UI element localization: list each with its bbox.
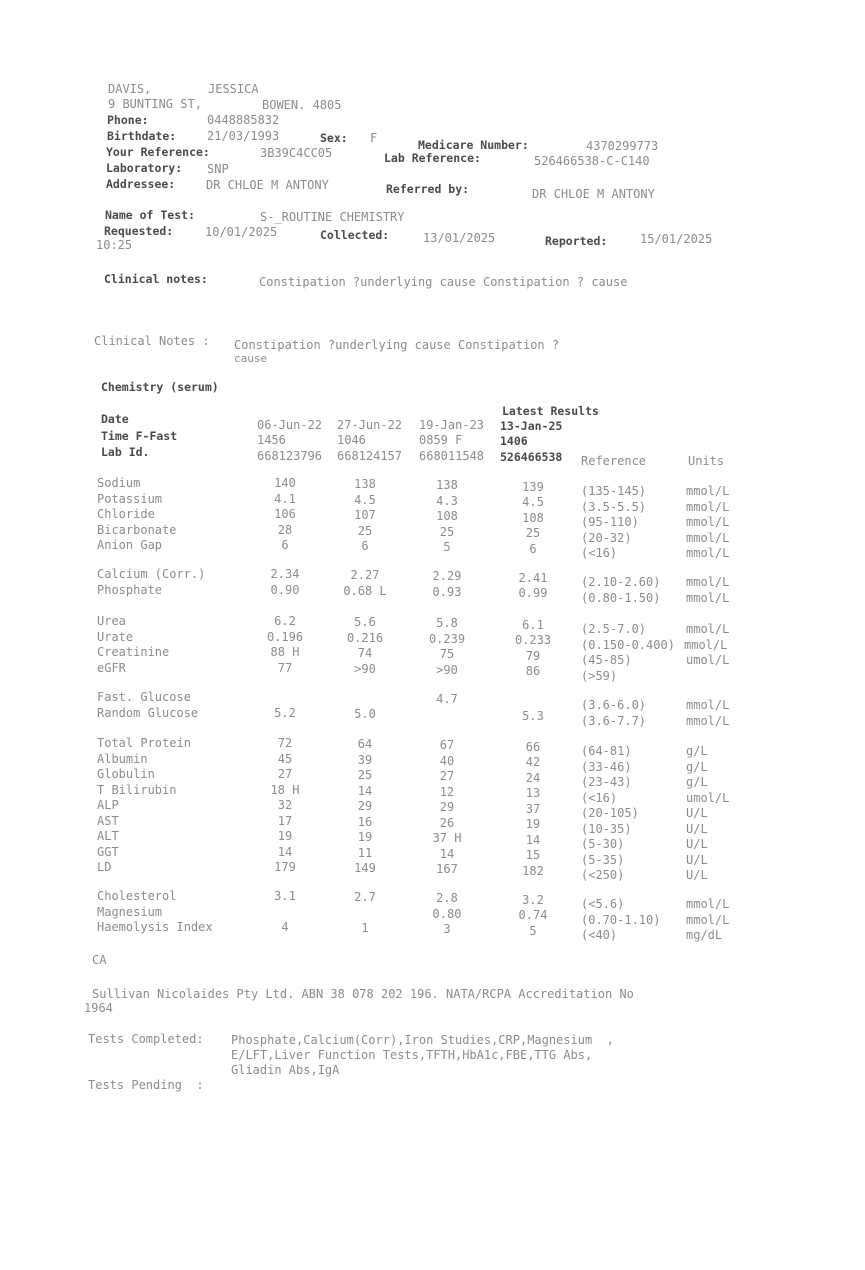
unit: mmol/L bbox=[686, 484, 730, 498]
result-value: 11 bbox=[357, 845, 373, 860]
unit: mmol/L bbox=[684, 637, 728, 652]
phone-value: 0448885832 bbox=[207, 113, 280, 127]
result-value: 179 bbox=[274, 860, 296, 874]
result-value: 140 bbox=[274, 476, 296, 490]
analyte-name: eGFR bbox=[97, 660, 126, 675]
unit: g/L bbox=[686, 759, 708, 774]
analyte-name: Total Protein bbox=[97, 736, 191, 750]
result-value: 26 bbox=[439, 815, 455, 830]
analyte-name: Anion Gap bbox=[97, 538, 163, 552]
unit: mmol/L bbox=[686, 912, 730, 927]
medicare-value: 4370299773 bbox=[586, 139, 659, 153]
tests-completed-line-2: E/LFT,Liver Function Tests,TFTH,HbA1c,FBE,TTG Abs, bbox=[231, 1048, 593, 1062]
reference-range: (64-81) bbox=[581, 744, 632, 758]
result-value: 139 bbox=[522, 479, 544, 494]
reference-range: (95-110) bbox=[581, 515, 639, 529]
referred-by-label: Referred by: bbox=[386, 182, 470, 196]
collected-label: Collected: bbox=[320, 228, 390, 242]
result-value: 14 bbox=[357, 783, 373, 798]
column-3-labid: 668011548 bbox=[419, 449, 485, 463]
analyte-name: Albumin bbox=[97, 751, 148, 766]
sex-label: Sex: bbox=[320, 131, 348, 145]
analyte-name: ALT bbox=[97, 829, 119, 843]
result-value: 0.216 bbox=[346, 630, 384, 645]
result-value: 37 H bbox=[432, 831, 462, 846]
unit: U/L bbox=[686, 821, 708, 836]
result-value: 15 bbox=[525, 848, 541, 863]
birthdate-value: 21/03/1993 bbox=[207, 129, 280, 143]
reported-date: 15/01/2025 bbox=[640, 232, 713, 246]
unit: g/L bbox=[686, 744, 708, 758]
latest-results-label: Latest Results bbox=[502, 404, 599, 418]
result-value: 4.5 bbox=[354, 492, 376, 507]
labid-row-label: Lab Id. bbox=[101, 445, 150, 459]
clinical-notes-text: Constipation ?underlying cause Constipation ? cause bbox=[259, 275, 628, 289]
unit: U/L bbox=[686, 806, 708, 820]
result-value: 108 bbox=[436, 509, 458, 524]
reference-range: (2.5-7.0) bbox=[581, 622, 647, 636]
result-value: 17 bbox=[277, 813, 293, 828]
result-value: 25 bbox=[357, 523, 373, 538]
result-value: 19 bbox=[277, 829, 293, 843]
reference-range: (0.80-1.50) bbox=[581, 590, 661, 605]
result-value: 66 bbox=[525, 739, 541, 754]
addressee-value: DR CHLOE M ANTONY bbox=[206, 178, 329, 192]
result-value: 86 bbox=[525, 664, 541, 679]
unit: U/L bbox=[686, 852, 708, 867]
unit: U/L bbox=[686, 837, 708, 851]
column-4-date: 13-Jan-25 bbox=[500, 419, 563, 433]
reference-range: (33-46) bbox=[581, 759, 632, 774]
patient-surname: DAVIS, bbox=[108, 82, 152, 96]
reference-range: (23-43) bbox=[581, 775, 632, 789]
result-value: 42 bbox=[525, 755, 541, 770]
result-value: 3 bbox=[443, 922, 451, 937]
result-value: 16 bbox=[357, 814, 373, 829]
patient-given-name: JESSICA bbox=[208, 82, 259, 96]
requested-label: Requested: bbox=[104, 224, 174, 238]
result-value: 4 bbox=[281, 920, 289, 934]
reference-range: (10-35) bbox=[581, 821, 632, 836]
result-value: 4.1 bbox=[274, 491, 296, 506]
result-value: 0.80 bbox=[432, 906, 462, 921]
result-value: 5.3 bbox=[522, 709, 544, 724]
referred-by-value: DR CHLOE M ANTONY bbox=[532, 187, 655, 201]
tests-pending-label: Tests Pending : bbox=[88, 1078, 204, 1092]
reference-range: (5-35) bbox=[581, 852, 625, 867]
analyte-name: LD bbox=[97, 860, 112, 874]
result-value: 138 bbox=[436, 478, 458, 493]
time-row-label: Time F-Fast bbox=[101, 429, 178, 443]
unit: mmol/L bbox=[686, 698, 730, 712]
result-value: 5.8 bbox=[436, 616, 458, 631]
analyte-name: Cholesterol bbox=[97, 889, 177, 903]
result-value: 77 bbox=[277, 660, 293, 675]
column-4-time: 1406 bbox=[500, 434, 528, 448]
result-value: 6 bbox=[529, 541, 537, 556]
unit: mg/dL bbox=[686, 928, 723, 942]
laboratory-value: SNP bbox=[207, 162, 229, 176]
reference-range: (<16) bbox=[581, 790, 618, 805]
tests-completed-label: Tests Completed: bbox=[88, 1032, 204, 1046]
analyte-name: Calcium (Corr.) bbox=[97, 567, 206, 581]
unit: mmol/L bbox=[686, 499, 730, 514]
collected-date: 13/01/2025 bbox=[423, 231, 496, 245]
analyte-name: Creatinine bbox=[97, 645, 170, 659]
result-value: 40 bbox=[439, 753, 455, 768]
result-value: 25 bbox=[525, 526, 541, 541]
column-2-date: 27-Jun-22 bbox=[337, 418, 403, 432]
clinical-notes-line-1: Constipation ?underlying cause Constipation ? bbox=[234, 338, 560, 352]
result-value: 72 bbox=[277, 736, 293, 750]
result-value: 45 bbox=[277, 751, 293, 766]
result-value: 32 bbox=[277, 798, 293, 812]
reference-range: (3.6-7.7) bbox=[581, 713, 647, 728]
tests-completed-line-1: Phosphate,Calcium(Corr),Iron Studies,CRP,Magnesium , bbox=[231, 1033, 614, 1047]
tests-completed-line-3: Gliadin Abs,IgA bbox=[231, 1063, 340, 1077]
result-value: 2.7 bbox=[354, 890, 376, 905]
unit: U/L bbox=[686, 868, 708, 882]
result-value: 39 bbox=[357, 752, 373, 767]
result-value: 29 bbox=[357, 799, 373, 814]
analyte-name: Fast. Glucose bbox=[97, 690, 191, 704]
result-value: 182 bbox=[522, 863, 544, 878]
unit: mmol/L bbox=[686, 530, 730, 545]
addressee-label: Addressee: bbox=[106, 177, 176, 191]
result-value: 18 H bbox=[270, 782, 300, 797]
result-value: 64 bbox=[357, 737, 373, 752]
unit: umol/L bbox=[686, 790, 730, 805]
unit: mmol/L bbox=[686, 575, 730, 589]
analyte-name: Phosphate bbox=[97, 582, 163, 597]
laboratory-label: Laboratory: bbox=[106, 161, 183, 175]
result-value: 4.3 bbox=[436, 493, 458, 508]
column-2-time: 1046 bbox=[337, 433, 366, 447]
reference-range: (135-145) bbox=[581, 484, 647, 498]
analyte-name: Sodium bbox=[97, 476, 141, 490]
result-value: 167 bbox=[436, 862, 458, 877]
result-value: 106 bbox=[274, 507, 296, 521]
result-value: 1 bbox=[361, 921, 369, 936]
unit: mmol/L bbox=[686, 622, 730, 636]
result-value: 0.90 bbox=[270, 582, 300, 597]
test-name-label: Name of Test: bbox=[105, 208, 196, 222]
result-value: 14 bbox=[525, 832, 541, 847]
result-value: 3.1 bbox=[274, 889, 296, 903]
unit: mmol/L bbox=[686, 515, 730, 529]
result-value: 74 bbox=[357, 646, 373, 661]
result-value: 0.68 L bbox=[343, 583, 387, 598]
column-3-time: 0859 F bbox=[419, 433, 463, 447]
reference-range: (20-105) bbox=[581, 806, 639, 820]
result-value: 88 H bbox=[270, 645, 300, 659]
reference-range: (5-30) bbox=[581, 837, 625, 851]
reference-range: (<16) bbox=[581, 546, 618, 560]
unit: mmol/L bbox=[686, 713, 730, 728]
result-value: 6 bbox=[361, 539, 369, 554]
clinical-notes-label-2: Clinical Notes : bbox=[94, 334, 210, 348]
result-value: 0.74 bbox=[518, 908, 548, 923]
result-value: 107 bbox=[354, 508, 376, 523]
result-value: 6.2 bbox=[274, 614, 296, 628]
result-value: 0.196 bbox=[266, 629, 304, 644]
result-value: 5.2 bbox=[274, 705, 296, 720]
unit: g/L bbox=[686, 775, 708, 789]
result-value: 4.7 bbox=[436, 692, 458, 707]
analyte-name: T Bilirubin bbox=[97, 782, 177, 797]
result-value: 2.29 bbox=[432, 569, 462, 584]
unit: mmol/L bbox=[686, 546, 730, 560]
date-row-label: Date bbox=[101, 412, 129, 426]
analyte-name: Chloride bbox=[97, 507, 155, 521]
result-value: 6 bbox=[281, 538, 289, 552]
result-value: 0.99 bbox=[518, 586, 548, 601]
your-reference-value: 3B39C4CC05 bbox=[260, 146, 333, 160]
result-value: 5.6 bbox=[354, 615, 376, 630]
reference-range: (45-85) bbox=[581, 653, 632, 667]
your-reference-label: Your Reference: bbox=[106, 145, 210, 159]
chemistry-section-title: Chemistry (serum) bbox=[101, 380, 219, 394]
lab-reference-label: Lab Reference: bbox=[384, 151, 481, 165]
test-name-value: S-_ROUTINE CHEMISTRY bbox=[260, 210, 405, 224]
column-2-labid: 668124157 bbox=[337, 449, 403, 463]
result-value: 138 bbox=[354, 477, 376, 492]
result-value: >90 bbox=[354, 661, 376, 676]
analyte-name: Random Glucose bbox=[97, 705, 199, 720]
result-value: 28 bbox=[277, 522, 293, 537]
column-1-labid: 668123796 bbox=[257, 449, 323, 463]
clinical-notes-label: Clinical notes: bbox=[104, 272, 208, 286]
result-value: 27 bbox=[277, 767, 293, 781]
result-value: 108 bbox=[522, 510, 544, 525]
sex-value: F bbox=[370, 131, 378, 145]
result-value: 6.1 bbox=[522, 617, 544, 632]
reference-range: (20-32) bbox=[581, 530, 632, 545]
lab-reference-value: 526466538-C-C140 bbox=[534, 154, 650, 168]
units-header: Units bbox=[688, 454, 725, 468]
unit: umol/L bbox=[686, 653, 730, 667]
analyte-name: Haemolysis Index bbox=[97, 920, 213, 934]
result-value: 14 bbox=[439, 846, 455, 861]
result-value: 25 bbox=[439, 524, 455, 539]
result-value: 75 bbox=[439, 647, 455, 662]
requested-time: 10:25 bbox=[96, 238, 133, 252]
result-value: 5 bbox=[529, 923, 537, 938]
result-value: 4.5 bbox=[522, 495, 544, 510]
result-value: 19 bbox=[525, 817, 541, 832]
reference-range: (<40) bbox=[581, 928, 618, 942]
analyte-name: Globulin bbox=[97, 767, 155, 781]
unit: mmol/L bbox=[686, 897, 730, 911]
analyte-name: Urea bbox=[97, 614, 126, 628]
column-4-labid: 526466538 bbox=[500, 450, 563, 464]
result-value: 149 bbox=[354, 861, 376, 876]
reference-range: (3.6-6.0) bbox=[581, 698, 647, 712]
result-value: 0.93 bbox=[432, 584, 462, 599]
reference-range: (>59) bbox=[581, 668, 618, 683]
analyte-name: Potassium bbox=[97, 491, 163, 506]
column-3-date: 19-Jan-23 bbox=[419, 418, 485, 432]
reported-label: Reported: bbox=[545, 234, 608, 248]
reference-range: (0.150-0.400) bbox=[581, 637, 675, 652]
analyte-name: AST bbox=[97, 813, 119, 828]
result-value: 5 bbox=[443, 540, 451, 555]
company-line-1: Sullivan Nicolaides Pty Ltd. ABN 38 078 202 196. NATA/RCPA Accreditation No bbox=[92, 987, 634, 1001]
analyte-name: GGT bbox=[97, 844, 119, 859]
reference-header: Reference bbox=[581, 454, 647, 468]
result-value: 13 bbox=[525, 786, 541, 801]
result-value: 2.34 bbox=[270, 567, 300, 581]
column-1-date: 06-Jun-22 bbox=[257, 418, 323, 432]
phone-label: Phone: bbox=[107, 113, 149, 127]
result-value: 19 bbox=[357, 830, 373, 845]
result-value: 29 bbox=[439, 800, 455, 815]
result-value: 2.41 bbox=[518, 570, 548, 585]
result-value: 12 bbox=[439, 784, 455, 799]
result-value: 0.233 bbox=[514, 633, 552, 648]
patient-suburb: BOWEN. 4805 bbox=[262, 98, 342, 112]
analyte-name: ALP bbox=[97, 798, 119, 812]
medicare-label: Medicare Number: bbox=[418, 138, 529, 152]
result-value: 37 bbox=[525, 801, 541, 816]
reference-range: (0.70-1.10) bbox=[581, 912, 661, 927]
column-1-time: 1456 bbox=[257, 433, 286, 447]
clinical-notes-line-2: cause bbox=[234, 352, 268, 365]
reference-range: (<5.6) bbox=[581, 897, 625, 911]
patient-street: 9 BUNTING ST, bbox=[108, 97, 202, 111]
result-value: 24 bbox=[525, 770, 541, 785]
result-value: >90 bbox=[436, 662, 458, 677]
requested-date: 10/01/2025 bbox=[205, 225, 278, 239]
initials: CA bbox=[92, 953, 107, 967]
analyte-name: Magnesium bbox=[97, 904, 163, 919]
result-value: 27 bbox=[439, 769, 455, 784]
result-value: 0.239 bbox=[428, 631, 466, 646]
result-value: 14 bbox=[277, 844, 293, 859]
result-value: 5.0 bbox=[354, 706, 376, 721]
result-value: 3.2 bbox=[522, 892, 544, 907]
result-value: 25 bbox=[357, 768, 373, 783]
analyte-name: Urate bbox=[97, 629, 134, 644]
reference-range: (3.5-5.5) bbox=[581, 499, 647, 514]
result-value: 2.27 bbox=[350, 568, 380, 583]
birthdate-label: Birthdate: bbox=[107, 129, 177, 143]
company-line-2: 1964 bbox=[84, 1001, 113, 1015]
reference-range: (<250) bbox=[581, 868, 625, 882]
reference-range: (2.10-2.60) bbox=[581, 575, 661, 589]
result-value: 2.8 bbox=[436, 891, 458, 906]
unit: mmol/L bbox=[686, 590, 730, 605]
result-value: 79 bbox=[525, 648, 541, 663]
analyte-name: Bicarbonate bbox=[97, 522, 177, 537]
result-value: 67 bbox=[439, 738, 455, 753]
